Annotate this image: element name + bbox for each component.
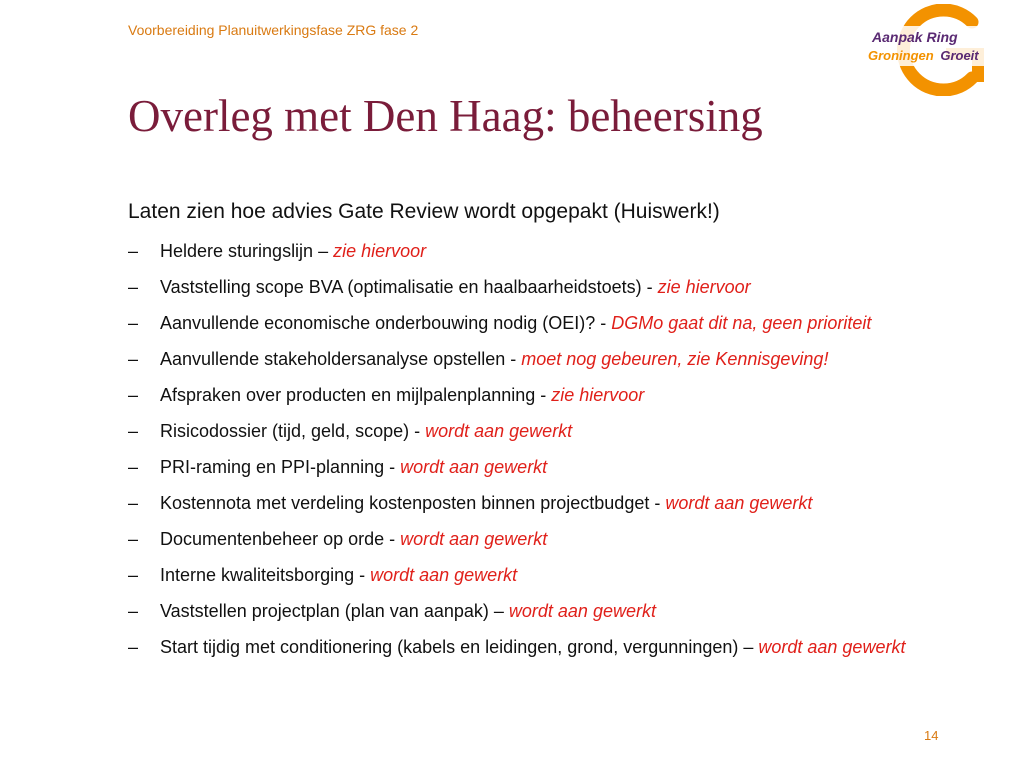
slide-title: Overleg met Den Haag: beheersing — [128, 91, 763, 141]
list-item — [128, 310, 958, 337]
svg-text:Groningen Groeit — [868, 48, 979, 63]
list-item — [128, 346, 958, 373]
item-status: wordt aan gewerkt — [758, 637, 906, 657]
item-status: wordt aan gewerkt — [400, 529, 548, 549]
item-text: Documentenbeheer op orde - — [160, 529, 401, 549]
item-status: wordt aan gewerkt — [508, 601, 656, 621]
bullet-dash: – — [128, 637, 139, 657]
item-text: Kostennota met verdeling kostenposten binnen projectbudget - — [160, 493, 666, 513]
bullet-dash: – — [128, 385, 139, 405]
list-item — [128, 598, 958, 625]
item-status: wordt aan gewerkt — [425, 421, 573, 441]
logo-line2-groeit: Groeit — [940, 48, 979, 63]
bullet-dash: – — [128, 457, 139, 477]
logo — [850, 4, 1020, 96]
bullet-dash: – — [128, 601, 139, 621]
list-item — [128, 634, 958, 661]
list-item — [128, 490, 958, 517]
bullet-dash: – — [128, 565, 139, 585]
item-status: DGMo gaat dit na, geen prioriteit — [611, 313, 872, 333]
bullet-dash: – — [128, 421, 139, 441]
logo-line2-groningen: Groningen — [868, 48, 934, 63]
item-status: moet nog gebeuren, zie Kennisgeving! — [521, 349, 829, 369]
list-item — [128, 562, 958, 589]
item-status: wordt aan gewerkt — [665, 493, 813, 513]
item-text: Interne kwaliteitsborging - — [160, 565, 371, 585]
item-text: Afspraken over producten en mijlpalenplanning - — [160, 385, 552, 405]
item-text: PRI-raming en PPI-planning - — [160, 457, 401, 477]
item-status: wordt aan gewerkt — [370, 565, 518, 585]
item-text: Vaststellen projectplan (plan van aanpak) – — [160, 601, 509, 621]
list-item — [128, 526, 958, 553]
bullet-dash: – — [128, 277, 139, 297]
item-status: wordt aan gewerkt — [400, 457, 548, 477]
list-item — [128, 274, 958, 301]
list-item — [128, 382, 958, 409]
bullet-dash: – — [128, 493, 139, 513]
item-status: zie hiervoor — [333, 241, 427, 261]
item-text: Heldere sturingslijn – — [160, 241, 334, 261]
item-text: Aanvullende stakeholdersanalyse opstellen - — [160, 349, 522, 369]
bullet-dash: – — [128, 313, 139, 333]
intro-text: Laten zien hoe advies Gate Review wordt opgepakt (Huiswerk!) — [128, 200, 720, 223]
item-text: Risicodossier (tijd, geld, scope) - — [160, 421, 426, 441]
bullet-dash: – — [128, 241, 139, 261]
list-item — [128, 454, 958, 481]
item-status: zie hiervoor — [657, 277, 751, 297]
bullet-dash: – — [128, 349, 139, 369]
slide-header: Voorbereiding Planuitwerkingsfase ZRG fase 2 — [128, 22, 419, 38]
list-item — [128, 418, 958, 445]
bullet-dash: – — [128, 529, 139, 549]
logo-line1: Aanpak Ring — [872, 29, 958, 45]
page-number: 14 — [924, 728, 939, 743]
item-status: zie hiervoor — [551, 385, 645, 405]
list-item — [128, 238, 958, 265]
action-list — [128, 238, 958, 670]
item-text: Start tijdig met conditionering (kabels en leidingen, grond, vergunningen) – — [160, 637, 759, 657]
item-text: Vaststelling scope BVA (optimalisatie en haalbaarheidstoets) - — [160, 277, 658, 297]
item-text: Aanvullende economische onderbouwing nodig (OEI)? - — [160, 313, 612, 333]
